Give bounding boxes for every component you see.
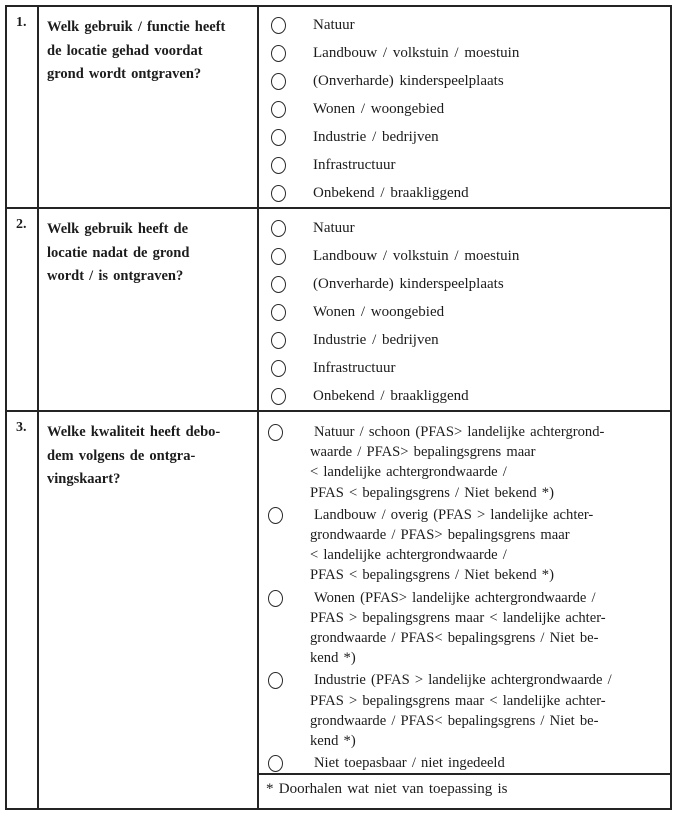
option-row bbox=[259, 214, 670, 242]
radio-button-icon[interactable] bbox=[271, 304, 286, 321]
question-line: Welk gebruik / functie heeft bbox=[47, 19, 226, 35]
option-row bbox=[259, 96, 670, 124]
radio-button-icon[interactable] bbox=[268, 672, 283, 689]
option-label: Landbouw / volkstuin / moestuin bbox=[313, 45, 520, 62]
footnote-text: * Doorhalen wat niet van toepassing is bbox=[259, 773, 670, 808]
option-row bbox=[259, 242, 670, 270]
radio-button-icon[interactable] bbox=[268, 424, 283, 441]
question-number: 3. bbox=[7, 412, 39, 808]
option-label: Landbouw / volkstuin / moestuin bbox=[313, 247, 520, 264]
option-label: Industrie (PFAS > landelijke achtergrondwaarde / PFAS > bepalingsgrens maar < landelijke achter- grondwaarde / PFAS< bepalingsgrens / Niet be- kend *) bbox=[310, 672, 612, 750]
option-label: Niet toepasbaar / niet ingedeeld bbox=[314, 755, 505, 772]
option-row bbox=[259, 422, 670, 503]
option-row bbox=[259, 670, 670, 751]
option-label: Industrie / bedrijven bbox=[313, 128, 439, 145]
question-number: 1. bbox=[7, 7, 39, 209]
option-label: (Onverharde) kinderspeelplaats bbox=[313, 73, 504, 90]
options-list bbox=[259, 209, 670, 412]
option-row bbox=[259, 588, 670, 669]
option-label: Wonen / woongebied bbox=[313, 303, 445, 320]
radio-button-icon[interactable] bbox=[271, 248, 286, 265]
options-list bbox=[259, 412, 670, 808]
radio-button-icon[interactable] bbox=[271, 45, 286, 62]
option-row bbox=[259, 326, 670, 354]
option-label: Landbouw / overig (PFAS > landelijke achter- grondwaarde / PFAS> bepalingsgrens maar < landelijke achtergrondwaarde / PFAS < bepalingsgrens / Niet bekend *) bbox=[310, 506, 594, 584]
question-line: de locatie gehad voordat bbox=[47, 42, 203, 59]
option-label: Natuur bbox=[313, 219, 355, 236]
radio-button-icon[interactable] bbox=[271, 360, 286, 377]
option-label: Natuur / schoon (PFAS> landelijke achtergrond- waarde / PFAS> bepalingsgrens maar < landelijke achtergrondwaarde / PFAS < bepalingsgrens / Niet bekend *) bbox=[310, 424, 605, 501]
options-list bbox=[259, 7, 670, 209]
option-label: Infrastructuur bbox=[313, 156, 396, 173]
question-line: Welke kwaliteit heeft debo- bbox=[47, 424, 221, 440]
option-row bbox=[259, 68, 670, 96]
option-row bbox=[259, 123, 670, 151]
option-label: Infrastructuur bbox=[313, 359, 396, 376]
question-text bbox=[39, 7, 259, 209]
radio-button-icon[interactable] bbox=[271, 276, 286, 293]
option-label: Industrie / bedrijven bbox=[313, 331, 439, 348]
questionnaire-table bbox=[5, 5, 672, 810]
radio-button-icon[interactable] bbox=[271, 185, 286, 202]
radio-button-icon[interactable] bbox=[268, 590, 283, 607]
option-label: Onbekend / braakliggend bbox=[313, 387, 469, 404]
question-line: wordt / is ontgraven? bbox=[47, 268, 184, 284]
question-line: grond wordt ontgraven? bbox=[47, 66, 202, 82]
radio-button-icon[interactable] bbox=[271, 332, 286, 349]
radio-button-icon[interactable] bbox=[271, 157, 286, 174]
option-row bbox=[259, 354, 670, 382]
radio-button-icon[interactable] bbox=[268, 755, 283, 772]
question-text bbox=[39, 412, 259, 808]
question-line: dem volgens de ontgra- bbox=[47, 447, 196, 464]
option-row bbox=[259, 179, 670, 207]
option-label: (Onverharde) kinderspeelplaats bbox=[313, 275, 504, 292]
option-row bbox=[259, 505, 670, 586]
option-row bbox=[259, 382, 670, 410]
long-options-area bbox=[259, 412, 670, 773]
option-label: Natuur bbox=[313, 17, 355, 34]
option-row bbox=[259, 753, 670, 773]
question-line: locatie nadat de grond bbox=[47, 244, 190, 261]
option-row bbox=[259, 40, 670, 68]
option-label: Wonen (PFAS> landelijke achtergrondwaarde / PFAS > bepalingsgrens maar < landelijke achter- grondwaarde / PFAS< bepalingsgrens / Niet be- kend *) bbox=[310, 589, 606, 667]
question-line: vingskaart? bbox=[47, 471, 121, 487]
radio-button-icon[interactable] bbox=[268, 507, 283, 524]
option-row bbox=[259, 151, 670, 179]
option-row bbox=[259, 298, 670, 326]
radio-button-icon[interactable] bbox=[271, 220, 286, 237]
option-label: Onbekend / braakliggend bbox=[313, 184, 469, 201]
question-line: Welk gebruik heeft de bbox=[47, 221, 189, 237]
option-row bbox=[259, 270, 670, 298]
option-label: Wonen / woongebied bbox=[313, 101, 445, 117]
option-row bbox=[259, 12, 670, 40]
radio-button-icon[interactable] bbox=[271, 17, 286, 34]
question-number: 2. bbox=[7, 209, 39, 412]
radio-button-icon[interactable] bbox=[271, 101, 286, 118]
radio-button-icon[interactable] bbox=[271, 73, 286, 90]
question-text bbox=[39, 209, 259, 412]
radio-button-icon[interactable] bbox=[271, 129, 286, 146]
radio-button-icon[interactable] bbox=[271, 388, 286, 405]
